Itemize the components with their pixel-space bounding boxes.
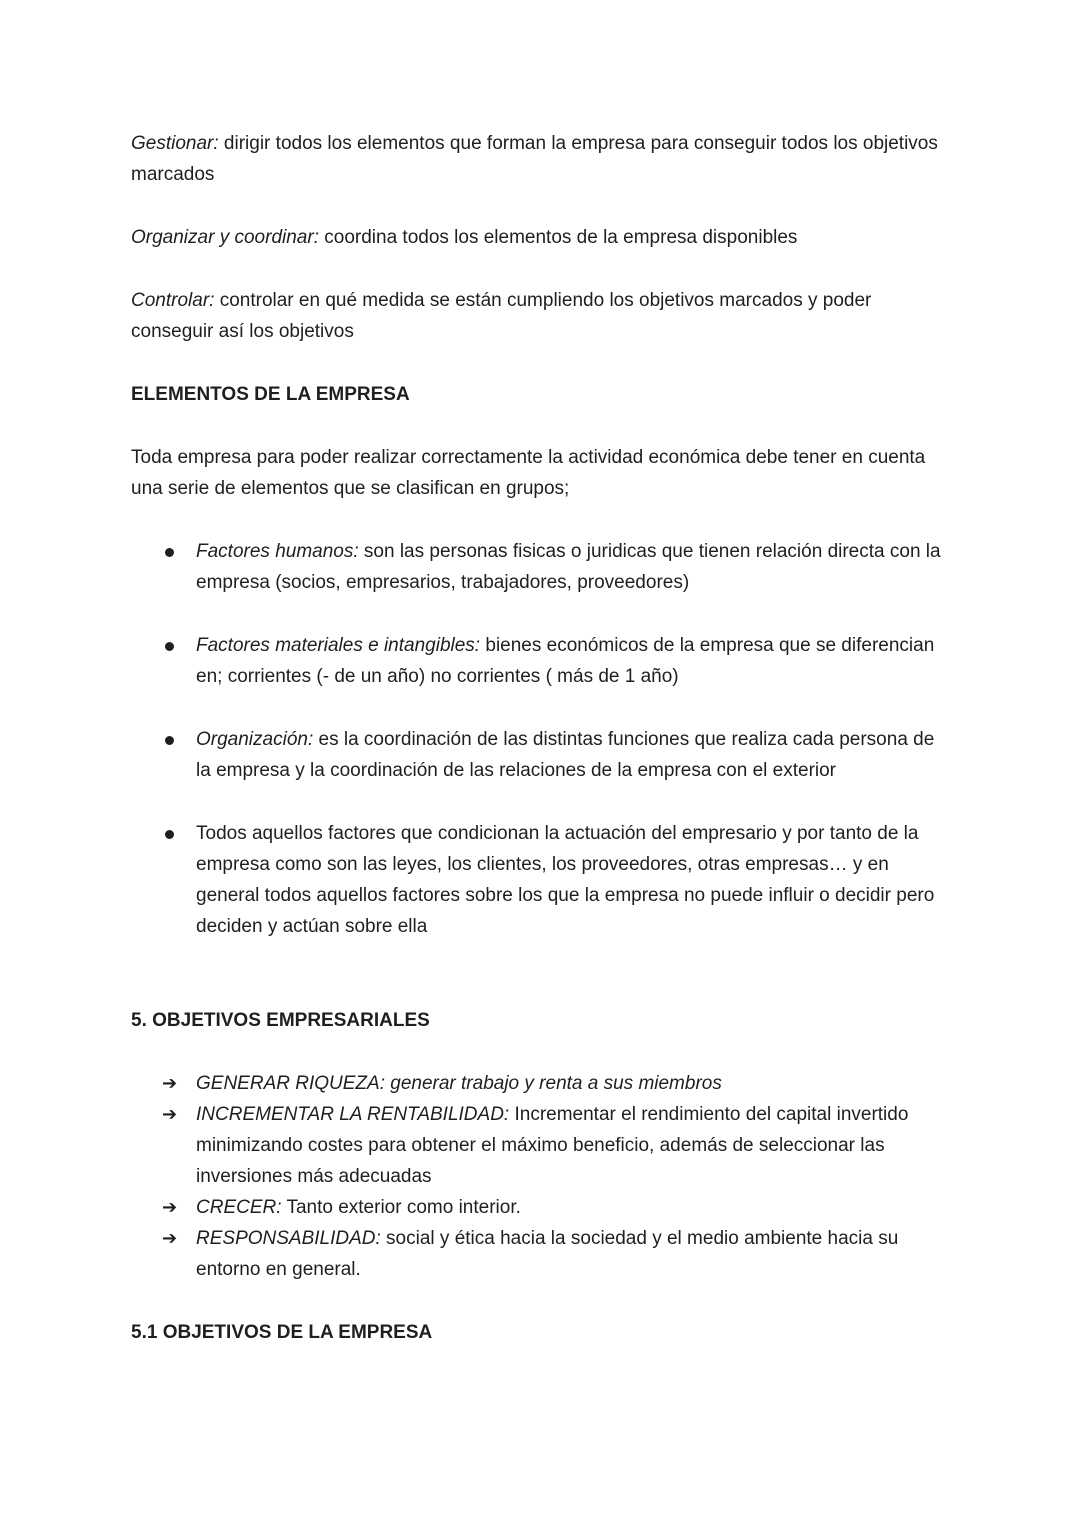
bullet-icon (165, 548, 174, 557)
section-intro: Toda empresa para poder realizar correctamente la actividad económica debe tener en cuenta una serie de elementos que se clasifican en grupos; (131, 447, 926, 499)
arrow-right-icon: ➔ (162, 1228, 178, 1249)
item-text: Incrementar el rendimiento del capital invertido minimizando costes para obtener el máximo beneficio, además de seleccionar las inversiones más adecuadas (196, 1104, 909, 1187)
list-item (131, 1223, 951, 1285)
definition-text: controlar en qué medida se están cumpliendo los objetivos marcados y poder conseguir así los objetivos (131, 290, 872, 342)
bullet-icon (165, 642, 174, 651)
item-term: RESPONSABILIDAD: (196, 1228, 381, 1249)
section-heading-objetivos-empresa: 5.1 OBJETIVOS DE LA EMPRESA (131, 1322, 433, 1343)
definition-term: Gestionar: (131, 133, 219, 154)
item-text: Todos aquellos factores que condicionan la actuación del empresario y por tanto de la empresa como son las leyes, los clientes, los proveedores, otras empresas… y en general todos aquellos factores sobre los que la empresa no puede influir o decidir pero deciden y actúan sobre ella (196, 823, 935, 937)
item-term: Organización: (196, 729, 314, 750)
item-term: INCREMENTAR LA RENTABILIDAD: (196, 1104, 510, 1125)
arrow-right-icon: ➔ (162, 1104, 178, 1125)
item-text: es la coordinación de las distintas funciones que realiza cada persona de la empresa y la coordinación de las relaciones de la empresa con el exterior (196, 729, 935, 781)
list-item (131, 630, 951, 692)
objectives-list (131, 1068, 951, 1285)
list-item (131, 536, 951, 598)
section-heading-elementos: ELEMENTOS DE LA EMPRESA (131, 384, 410, 405)
definition-text: dirigir todos los elementos que forman la empresa para conseguir todos los objetivos marcados (131, 133, 938, 185)
item-term: CRECER: (196, 1197, 282, 1218)
item-text: son las personas fisicas o juridicas que tienen relación directa con la empresa (socios, empresarios, trabajadores, proveedores) (196, 541, 941, 593)
elements-list (131, 536, 951, 942)
list-item (131, 724, 951, 786)
arrow-right-icon: ➔ (162, 1197, 178, 1218)
list-item (131, 1192, 951, 1223)
definition-term: Controlar: (131, 290, 215, 311)
definition-organizar (131, 222, 951, 253)
bullet-icon (165, 736, 174, 745)
list-item (131, 1099, 951, 1192)
item-text: Tanto exterior como interior. (281, 1197, 521, 1218)
document-page (131, 128, 951, 1380)
definition-controlar (131, 285, 951, 347)
arrow-right-icon: ➔ (162, 1073, 178, 1094)
item-term: GENERAR RIQUEZA: generar trabajo y renta a sus miembros (196, 1073, 722, 1094)
item-term: Factores humanos: (196, 541, 359, 562)
list-item (131, 1068, 951, 1099)
definition-gestionar (131, 128, 951, 190)
item-text: social y ética hacia la sociedad y el medio ambiente hacia su entorno en general. (196, 1228, 899, 1280)
bullet-icon (165, 830, 174, 839)
list-item (131, 818, 951, 942)
definition-term: Organizar y coordinar: (131, 227, 319, 248)
definition-text: coordina todos los elementos de la empresa disponibles (318, 227, 798, 248)
item-text: bienes económicos de la empresa que se diferencian en; corrientes (- de un año) no corrientes ( más de 1 año) (196, 635, 935, 687)
item-term: Factores materiales e intangibles: (196, 635, 481, 656)
section-heading-objetivos: 5. OBJETIVOS EMPRESARIALES (131, 1010, 430, 1031)
